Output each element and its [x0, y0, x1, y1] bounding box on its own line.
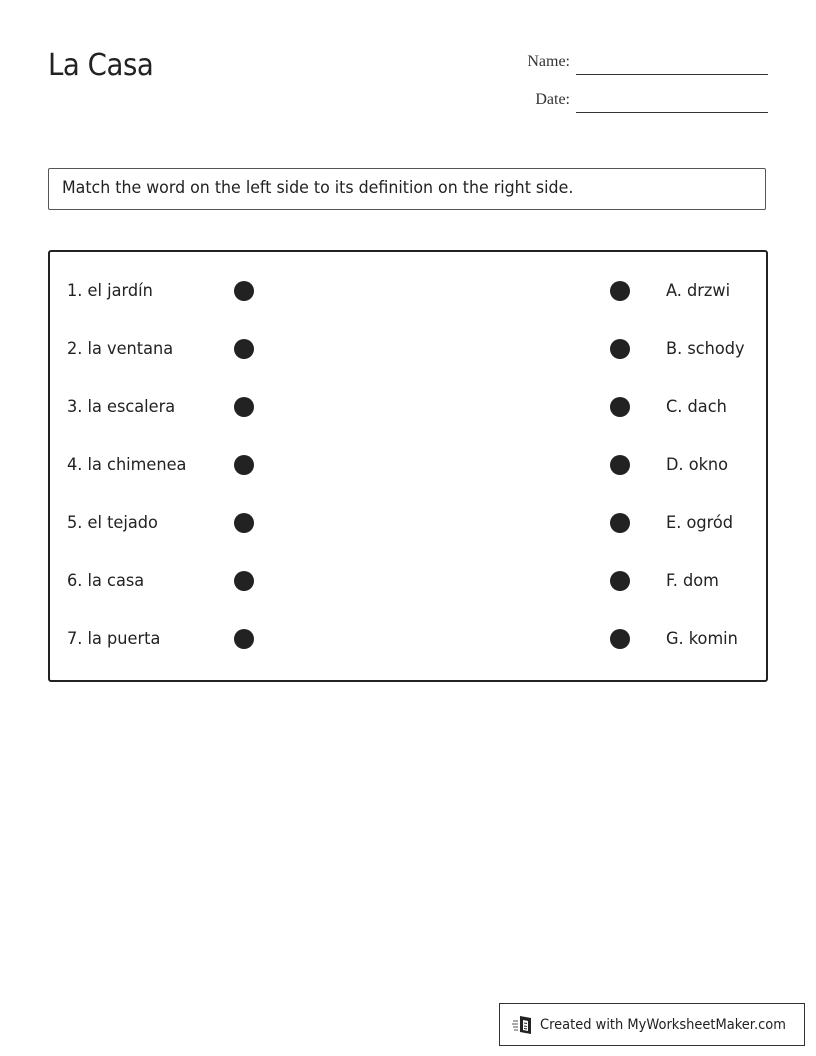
- footer-credit-text: Created with MyWorksheetMaker.com: [540, 1016, 786, 1033]
- right-definition: A. drzwi: [666, 281, 731, 301]
- name-label: Name:: [527, 53, 570, 70]
- instructions-box: [48, 168, 766, 210]
- right-dot-icon[interactable]: [610, 629, 630, 649]
- date-input-line[interactable]: [576, 112, 768, 113]
- instructions-text: Match the word on the left side to its definition on the right side.: [62, 178, 574, 198]
- match-row: [50, 511, 766, 535]
- left-dot-icon[interactable]: [234, 455, 254, 475]
- left-term: 5. el tejado: [67, 513, 158, 533]
- left-dot-icon[interactable]: [234, 629, 254, 649]
- right-definition: F. dom: [666, 571, 719, 591]
- left-dot-icon[interactable]: [234, 339, 254, 359]
- right-definition: B. schody: [666, 339, 745, 359]
- left-term: 4. la chimenea: [67, 455, 187, 475]
- right-dot-icon[interactable]: [610, 281, 630, 301]
- match-row: [50, 627, 766, 651]
- left-dot-icon[interactable]: [234, 281, 254, 301]
- right-dot-icon[interactable]: [610, 339, 630, 359]
- footer-credit-badge[interactable]: [499, 1003, 805, 1046]
- match-row: [50, 569, 766, 593]
- worksheet-maker-logo-icon: [512, 1014, 534, 1036]
- right-definition: C. dach: [666, 397, 727, 417]
- left-term: 7. la puerta: [67, 629, 161, 649]
- date-field[interactable]: [480, 91, 768, 115]
- left-dot-icon[interactable]: [234, 571, 254, 591]
- left-dot-icon[interactable]: [234, 513, 254, 533]
- matching-exercise: [48, 250, 768, 682]
- left-dot-icon[interactable]: [234, 397, 254, 417]
- date-label: Date:: [535, 91, 570, 108]
- name-input-line[interactable]: [576, 74, 768, 75]
- match-row: [50, 395, 766, 419]
- match-row: [50, 453, 766, 477]
- left-term: 1. el jardín: [67, 281, 153, 301]
- right-definition: E. ogród: [666, 513, 734, 533]
- left-term: 3. la escalera: [67, 397, 176, 417]
- right-dot-icon[interactable]: [610, 571, 630, 591]
- right-definition: G. komin: [666, 629, 738, 649]
- match-row: [50, 279, 766, 303]
- left-term: 2. la ventana: [67, 339, 174, 359]
- right-definition: D. okno: [666, 455, 729, 475]
- left-term: 6. la casa: [67, 571, 145, 591]
- right-dot-icon[interactable]: [610, 513, 630, 533]
- right-dot-icon[interactable]: [610, 397, 630, 417]
- name-field[interactable]: [480, 53, 768, 77]
- worksheet-title: La Casa: [48, 48, 154, 83]
- match-row: [50, 337, 766, 361]
- right-dot-icon[interactable]: [610, 455, 630, 475]
